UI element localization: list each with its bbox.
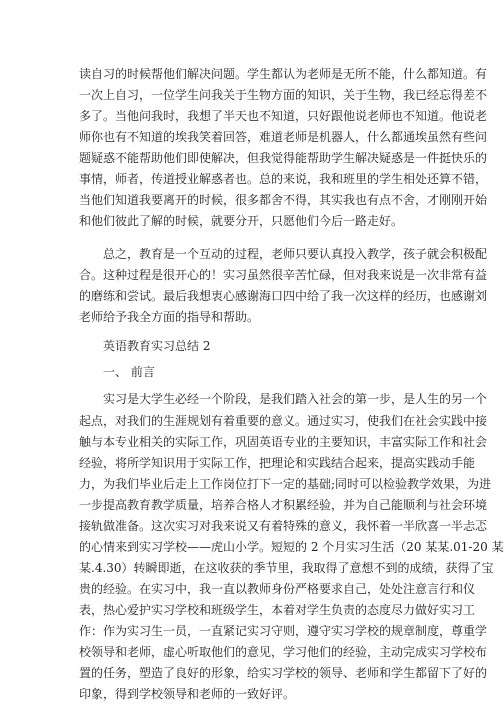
paragraph-line: 事情，师者，传道授业解惑者也。总的来说，我和班里的学生相处还算不错， (79, 172, 488, 186)
paragraph-line: 的磨练和尝试。最后我想衷心感谢海口四中给了我一次这样的经历，也感谢刘 (79, 289, 488, 303)
paragraph-line: 多了。当他问我时，我想了半天也不知道，只好跟他说老师也不知道。他说老 (79, 109, 488, 123)
paragraph-line: 置的任务，塑造了良好的形象，给实习学校的领导、老师和学生都留下了好的 (79, 666, 488, 680)
paragraph-line: 一次上自习，一位学生问我关于生物方面的知识，关于生物，我已经忘得差不 (79, 88, 488, 102)
paragraph-line: 贵的经验。在实习中，我一直以教师身份严格要求自己，处处注意言行和仪 (79, 582, 476, 596)
paragraph-line: 老师给予我全方面的指导和帮助。 (79, 310, 260, 324)
paragraph-line: 表，热心爱护实习学校和班级学生，本着对学生负责的态度尽力做好实习工 (79, 603, 476, 617)
paragraph-line: 一步提高教育教学质量，培养合格人才积累经验，并为自己能顺利与社会环境 (79, 498, 488, 512)
paragraph-line: 实习是大学生必经一个阶段，是我们踏入社会的第一步，是人生的另一个 (103, 392, 488, 406)
paragraph-line: 读自习的时候帮他们解决问题。学生都认为老师是无所不能，什么都知道。有 (79, 67, 488, 81)
paragraph-line: 题疑惑不能帮助他们即使解决，但我觉得能帮助学生解决疑惑是一件挺快乐的 (79, 151, 488, 165)
paragraph-line: 和他们彼此了解的时候，就要分开，只愿他们今后一路走好。 (79, 214, 404, 228)
paragraph-line: 校领导和老师，虚心听取他们的意见，学习他们的经验，主动完成实习学校布 (79, 645, 488, 659)
paragraph-line: 师你也有不知道的埃我笑着回答，难道老师是机器人，什么都通埃虽然有些问 (79, 130, 488, 144)
paragraph-line: 力，为我们毕业后走上工作岗位打下一定的基础;同时可以检验教学效果，为进 (79, 477, 492, 491)
section-heading: 一、 前言 (103, 365, 155, 379)
paragraph-line: 接轨做准备。这次实习对我来说又有着特殊的意义，我怀着一半欣喜一半忐忑 (79, 519, 488, 533)
paragraph-line: 起点，对我们的生涯规划有着重要的意义。通过实习，使我们在社会实践中接 (79, 414, 488, 428)
document-body (79, 64, 504, 701)
paragraph-line: 作：作为实习生一员，一直紧记实习守则，遵守实习学校的规章制度，尊重学 (79, 624, 488, 638)
paragraph-line: 触与本专业相关的实际工作，巩固英语专业的主要知识，丰富实际工作和社会 (79, 435, 488, 449)
paragraph-line: 合。这种过程是很开心的！实习虽然很辛苦忙碌，但对我来说是一次非常有益 (79, 268, 488, 282)
paragraph-line: 经验，将所学知识用于实际工作，把理论和实践结合起来，提高实践动手能 (79, 456, 476, 470)
paragraph-line: 当他们知道我要离开的时候，很多都舍不得，其实我也有点不舍，才刚刚开始 (79, 193, 488, 207)
section-title: 英语教育实习总结 2 (103, 339, 211, 353)
paragraph-line: 某.4.30）转瞬即逝，在这收获的季节里，我取得了意想不到的成绩，获得了宝 (79, 561, 494, 575)
paragraph-line: 印象，得到学校领导和老师的一致好评。 (79, 687, 296, 701)
paragraph-line: 总之，教育是一个互动的过程，老师只要认真投入教学，孩子就会积极配 (103, 247, 488, 261)
paragraph-line: 的心情来到实习学校——虎山小学。短短的 2 个月实习生活（20 某某.01-20 某 (79, 540, 504, 554)
